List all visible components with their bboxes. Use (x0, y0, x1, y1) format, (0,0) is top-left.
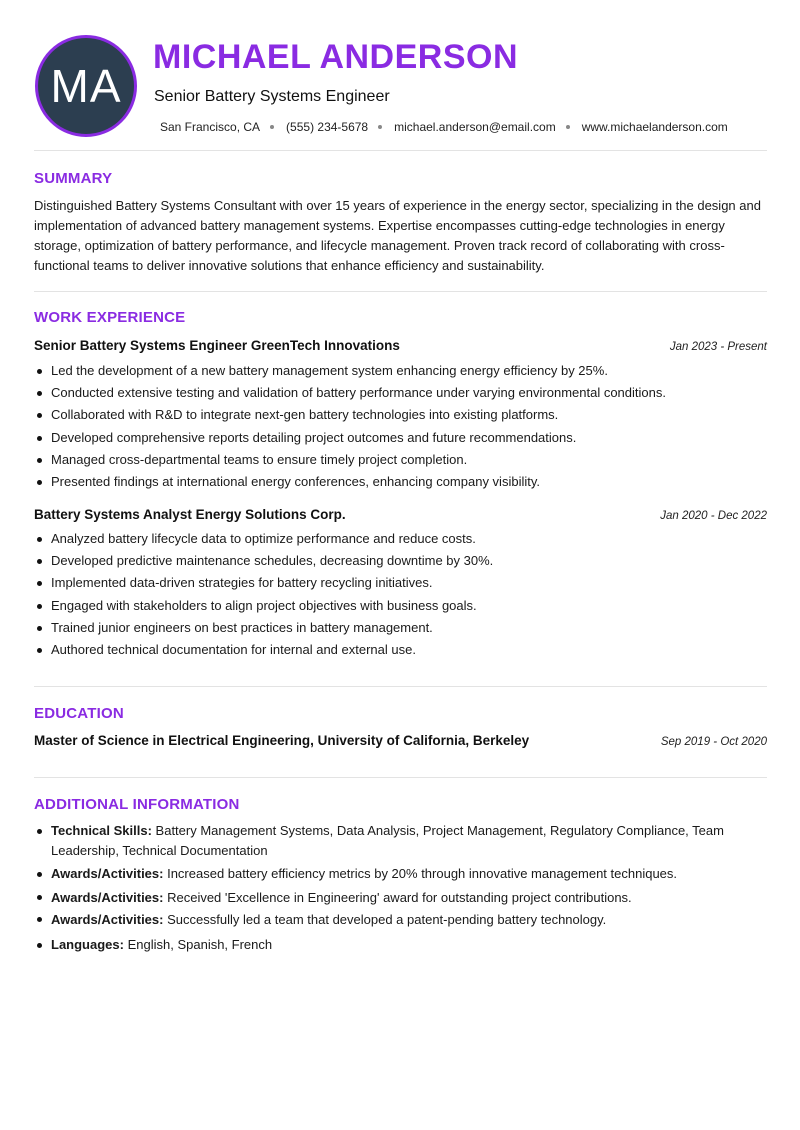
list-item: Engaged with stakeholders to align project objectives with business goals. (34, 595, 767, 617)
item-text: Battery Management Systems, Data Analysis, Project Management, Regulatory Compliance, Team Leadership, Technical Documentation (51, 823, 724, 858)
list-item (34, 888, 767, 908)
candidate-name: MICHAEL ANDERSON (153, 38, 519, 76)
degree: Master of Science in Electrical Engineering, University of California, Berkeley (34, 733, 530, 748)
summary-heading: SUMMARY (34, 170, 113, 187)
contact-email (394, 120, 582, 134)
contact-location (160, 120, 286, 134)
divider (34, 777, 767, 778)
education-heading: EDUCATION (34, 705, 124, 722)
divider (34, 686, 767, 687)
contact-website (582, 120, 728, 134)
job-role: Senior Battery Systems Engineer GreenTech Innovations (34, 338, 400, 353)
list-item: Analyzed battery lifecycle data to optimize performance and reduce costs. (34, 528, 767, 550)
item-label: Awards/Activities: (51, 911, 164, 927)
list-item: Led the development of a new battery management system enhancing energy efficiency by 25%. (34, 360, 767, 382)
additional-heading: ADDITIONAL INFORMATION (34, 796, 240, 813)
job-date: Jan 2020 - Dec 2022 (660, 510, 767, 522)
list-item: Presented findings at international energy conferences, enhancing company visibility. (34, 471, 767, 493)
education-entry (34, 733, 767, 748)
item-label: Awards/Activities: (51, 866, 164, 881)
additional-list (34, 821, 767, 959)
job-bullets (34, 360, 767, 493)
divider (34, 150, 767, 151)
list-item: Collaborated with R&D to integrate next-gen battery technologies into existing platforms. (34, 404, 767, 426)
item-label: Awards/Activities: (51, 889, 164, 905)
list-item: Conducted extensive testing and validation of battery performance under varying environmental conditions. (34, 382, 767, 404)
divider (34, 291, 767, 292)
list-item: Developed predictive maintenance schedules, decreasing downtime by 30%. (34, 550, 767, 572)
separator-dot-icon (566, 125, 570, 129)
list-item: Implemented data-driven strategies for battery recycling initiatives. (34, 572, 767, 594)
item-text: Increased battery efficiency metrics by 20% through innovative management techniques. (167, 866, 678, 881)
contact-email-link[interactable]: michael.anderson@email.com (394, 120, 556, 134)
contact-website-link[interactable]: www.michaelanderson.com (581, 120, 728, 134)
job-header (34, 338, 767, 353)
item-label: Technical Skills: (51, 823, 152, 838)
contact-phone-text[interactable]: (555) 234-5678 (286, 120, 369, 134)
summary-text: Distinguished Battery Systems Consultant with over 15 years of experience in the energy sector, specializing in the design and implementation of advanced battery management systems. Expertise encompasses cutting-edge technologies in energy storage, optimization of battery performance, and lifecycle management. Proven track record of collaborating with cross-functional teams to deliver innovative solutions that enhance efficiency and sustainability. (34, 198, 761, 273)
list-item (34, 821, 767, 860)
job-role: Battery Systems Analyst Energy Solutions Corp. (34, 507, 346, 522)
job-title: Senior Battery Systems Engineer (154, 88, 390, 105)
separator-dot-icon (378, 125, 382, 129)
contact-phone (286, 120, 394, 134)
list-item: Authored technical documentation for internal and external use. (34, 639, 767, 661)
avatar-initials: MA (50, 60, 122, 112)
experience-heading: WORK EXPERIENCE (34, 309, 186, 326)
job-header (34, 507, 767, 522)
separator-dot-icon (270, 125, 274, 129)
list-item: Trained junior engineers on best practices in battery management. (34, 617, 767, 639)
avatar (35, 35, 137, 137)
job-date: Jan 2023 - Present (669, 341, 767, 353)
item-text: English, Spanish, French (127, 937, 273, 952)
education-date: Sep 2019 - Oct 2020 (660, 736, 767, 748)
list-item (34, 864, 767, 884)
contact-bar (160, 120, 728, 134)
contact-location-text: San Francisco, CA (160, 120, 261, 134)
list-item: Developed comprehensive reports detailing project outcomes and future recommendations. (34, 427, 767, 449)
list-item: Managed cross-departmental teams to ensure timely project completion. (34, 449, 767, 471)
item-label: Languages: (51, 937, 124, 952)
job-bullets (34, 528, 767, 661)
list-item (34, 935, 767, 955)
item-text: Successfully led a team that developed a patent-pending battery technology. (167, 911, 607, 927)
list-item (34, 910, 767, 930)
item-text: Received 'Excellence in Engineering' award for outstanding project contributions. (167, 889, 632, 905)
